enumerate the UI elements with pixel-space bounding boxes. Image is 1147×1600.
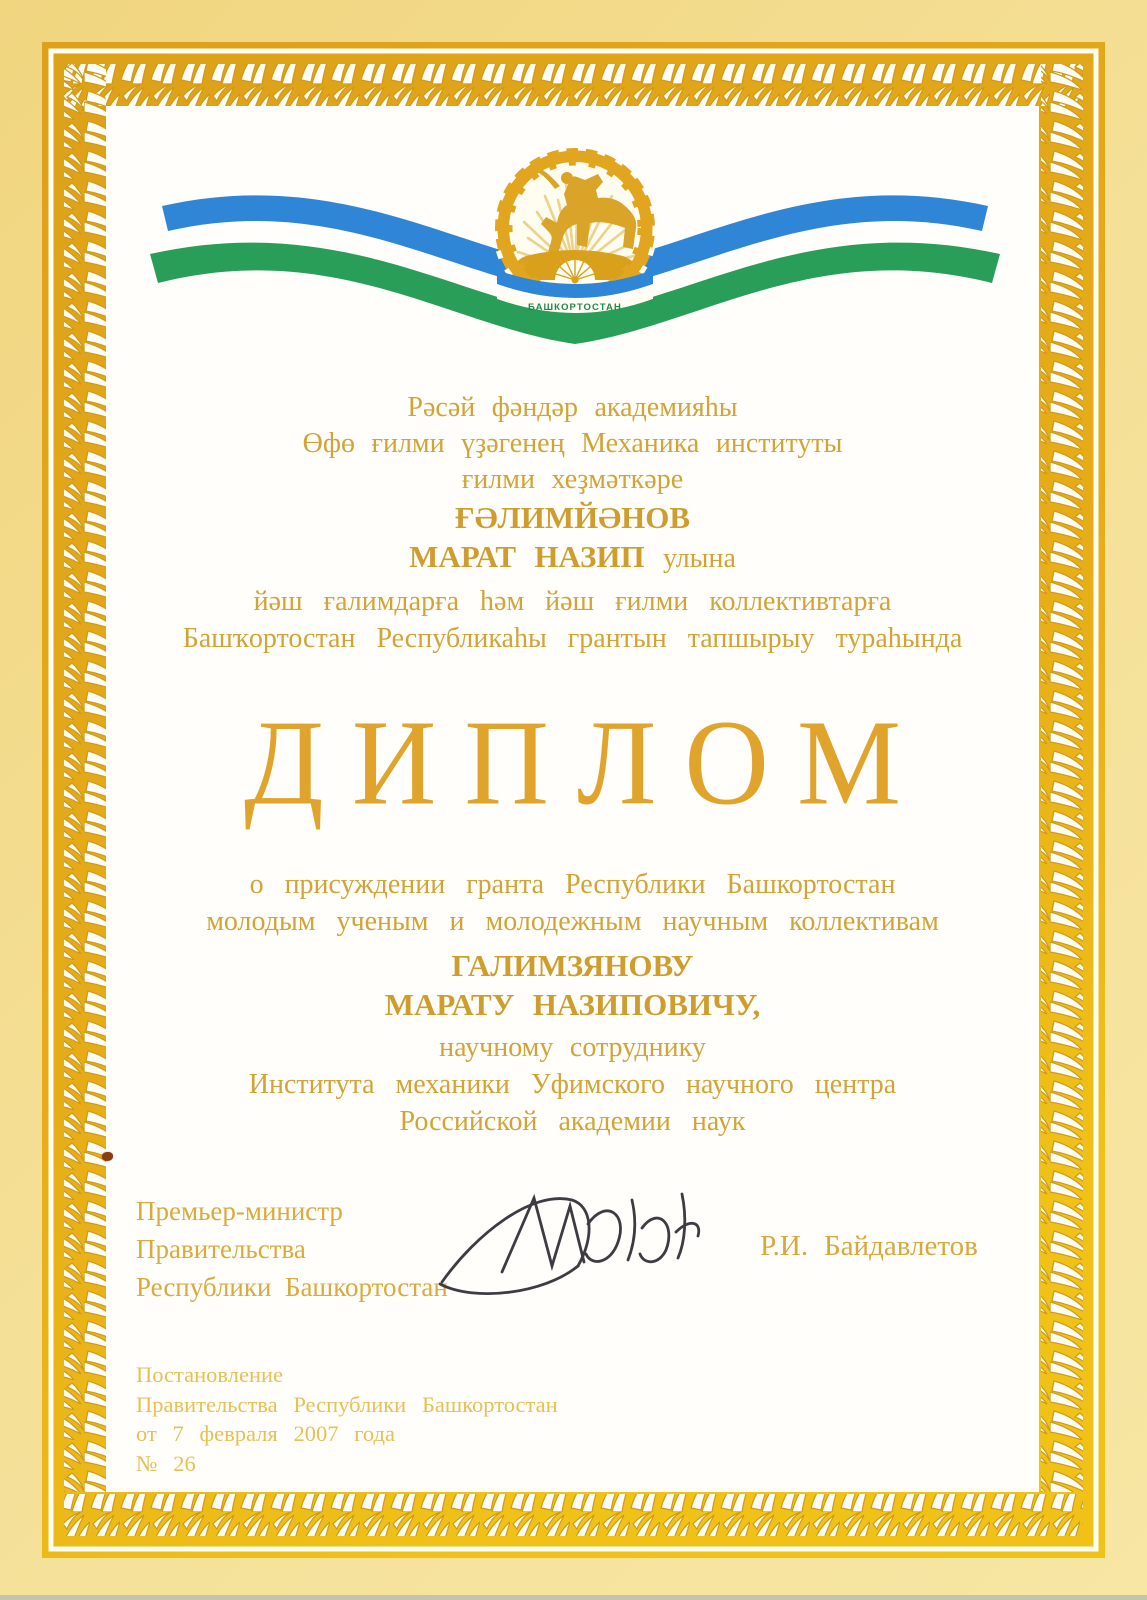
bashkir-line-academy: Рәсәй фәндәр академияһы bbox=[407, 392, 738, 423]
certificate-body bbox=[106, 106, 1039, 1492]
signer-post-line-3: Республики Башкортостан bbox=[136, 1272, 448, 1302]
recipient-name-bashkir bbox=[106, 537, 1039, 578]
signer-post-line-2: Правительства bbox=[136, 1234, 306, 1264]
scan-edge-artifact bbox=[0, 1595, 1147, 1600]
recipient-surname-bashkir: ҒӘЛИМЙӘНОВ bbox=[454, 500, 690, 535]
handwritten-signature bbox=[432, 1170, 732, 1306]
laurel-strip-right bbox=[1041, 64, 1083, 1492]
decree-line-3: от 7 февраля 2007 года bbox=[136, 1421, 395, 1446]
diploma-title: ДИПЛОМ bbox=[243, 696, 930, 831]
recipient-name-russian: МАРАТУ НАЗИПОВИЧУ, bbox=[384, 987, 761, 1022]
signer-post-line-1: Премьер-министр bbox=[136, 1196, 343, 1226]
recipient-given-names-bashkir: МАРАТ НАЗИП bbox=[409, 539, 645, 574]
russian-line-award-1: о присуждении гранта Республики Башкортостан bbox=[249, 869, 896, 900]
russian-body-block bbox=[106, 866, 1039, 1140]
coat-of-arms-emblem bbox=[495, 148, 655, 327]
russian-line-position: научному сотруднику bbox=[439, 1032, 706, 1063]
laurel-strip-left bbox=[64, 64, 106, 1492]
laurel-strip-bottom bbox=[64, 1494, 1083, 1536]
signer-post-block bbox=[136, 1192, 448, 1306]
decree-block bbox=[136, 1360, 558, 1478]
russian-line-org-2: Российской академии наук bbox=[399, 1106, 746, 1137]
emblem-banner-text: БАШКОРТОСТАН bbox=[528, 302, 622, 313]
header-artwork bbox=[106, 106, 1039, 418]
laurel-strip-top bbox=[64, 64, 1083, 106]
russian-line-award-2: молодым ученым и молодежным научным коллективам bbox=[206, 906, 939, 937]
decree-line-4: № 26 bbox=[136, 1450, 196, 1476]
decree-line-1: Постановление bbox=[136, 1362, 284, 1387]
signer-name: Р.И. Байдавлетов bbox=[760, 1230, 978, 1262]
recipient-suffix-bashkir: улына bbox=[662, 543, 736, 574]
recipient-surname-russian: ГАЛИМЗЯНОВУ bbox=[451, 948, 694, 983]
bashkir-line-grant-2: Башҡортостан Республикаһы грантын тапшырыу тураһында bbox=[182, 623, 963, 654]
bashkir-line-institute: Өфө ғилми үҙәгенең Механика институты bbox=[302, 428, 843, 459]
bashkir-line-position: ғилми хеҙмәткәре bbox=[461, 464, 684, 495]
russian-line-org-1: Института механики Уфимского научного центра bbox=[248, 1069, 897, 1100]
bashkir-line-grant-1: йәш ғалимдарға һәм йәш ғилми коллективтарға bbox=[253, 586, 892, 617]
bashkir-header-block bbox=[106, 390, 1039, 657]
decree-line-2: Правительства Республики Башкортостан bbox=[136, 1391, 558, 1417]
